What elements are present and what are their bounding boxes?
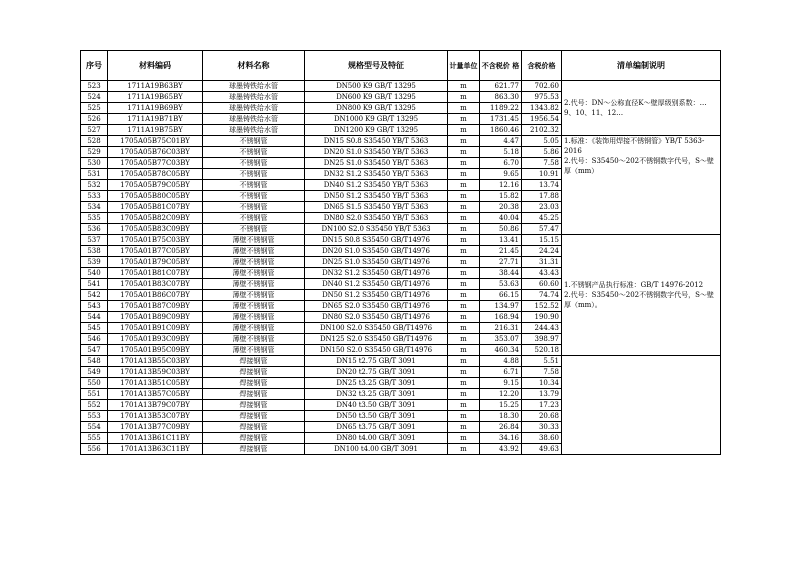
row-unit: m — [448, 389, 480, 400]
row-name: 薄壁不锈钢管 — [203, 279, 305, 290]
row-name: 不锈钢管 — [203, 191, 305, 202]
row-spec: DN800 K9 GB/T 13295 — [305, 103, 448, 114]
row-seq: 550 — [81, 378, 108, 389]
row-price-ex-tax: 1860.46 — [480, 125, 522, 136]
row-spec: DN1000 K9 GB/T 13295 — [305, 114, 448, 125]
row-unit: m — [448, 345, 480, 356]
row-price-ex-tax: 460.34 — [480, 345, 522, 356]
row-unit: m — [448, 378, 480, 389]
row-price-inc-tax: 15.15 — [522, 235, 562, 246]
row-seq: 554 — [81, 422, 108, 433]
row-spec: DN40 S1.2 S35450 YB/T 5363 — [305, 180, 448, 191]
row-name: 焊接钢管 — [203, 367, 305, 378]
row-price-inc-tax: 43.43 — [522, 268, 562, 279]
row-price-inc-tax: 13.79 — [522, 389, 562, 400]
row-name: 不锈钢管 — [203, 158, 305, 169]
row-spec: DN50 S1.2 S35450 GB/T14976 — [305, 290, 448, 301]
row-seq: 536 — [81, 224, 108, 235]
row-spec: DN65 t3.75 GB/T 3091 — [305, 422, 448, 433]
table-row — [81, 136, 721, 147]
row-price-ex-tax: 168.94 — [480, 312, 522, 323]
row-code: 1705A05B75C01BY — [108, 136, 203, 147]
row-unit: m — [448, 301, 480, 312]
header-unit: 计量单位 — [448, 51, 480, 81]
row-unit: m — [448, 367, 480, 378]
row-price-inc-tax: 520.18 — [522, 345, 562, 356]
row-price-ex-tax: 43.92 — [480, 444, 522, 455]
row-price-ex-tax: 4.88 — [480, 356, 522, 367]
row-name: 焊接钢管 — [203, 389, 305, 400]
row-price-inc-tax: 975.53 — [522, 92, 562, 103]
row-price-inc-tax: 5.05 — [522, 136, 562, 147]
row-name: 薄壁不锈钢管 — [203, 301, 305, 312]
row-seq: 538 — [81, 246, 108, 257]
row-code: 1705A05B80C05BY — [108, 191, 203, 202]
row-spec: DN15 t2.75 GB/T 3091 — [305, 356, 448, 367]
row-spec: DN150 S2.0 S35450 GB/T14976 — [305, 345, 448, 356]
row-code: 1705A01B75C03BY — [108, 235, 203, 246]
row-code: 1701A13B55C03BY — [108, 356, 203, 367]
row-price-inc-tax: 17.88 — [522, 191, 562, 202]
row-name: 球墨铸铁给水管 — [203, 114, 305, 125]
row-code: 1701A13B61C11BY — [108, 433, 203, 444]
row-code: 1705A05B82C09BY — [108, 213, 203, 224]
row-price-ex-tax: 66.15 — [480, 290, 522, 301]
row-seq: 539 — [81, 257, 108, 268]
row-name: 焊接钢管 — [203, 433, 305, 444]
header-price-inc-tax: 含税价格 — [522, 51, 562, 81]
row-price-ex-tax: 15.25 — [480, 400, 522, 411]
row-spec: DN65 S2.0 S35450 GB/T14976 — [305, 301, 448, 312]
row-seq: 546 — [81, 334, 108, 345]
row-price-inc-tax: 244.43 — [522, 323, 562, 334]
row-price-inc-tax: 7.58 — [522, 367, 562, 378]
row-unit: m — [448, 103, 480, 114]
row-name: 不锈钢管 — [203, 169, 305, 180]
header-code: 材料编码 — [108, 51, 203, 81]
row-price-inc-tax: 1956.54 — [522, 114, 562, 125]
row-price-ex-tax: 15.82 — [480, 191, 522, 202]
row-seq: 537 — [81, 235, 108, 246]
row-code: 1711A19B75BY — [108, 125, 203, 136]
row-spec: DN100 S2.0 S35450 GB/T14976 — [305, 323, 448, 334]
row-spec: DN80 t4.00 GB/T 3091 — [305, 433, 448, 444]
row-unit: m — [448, 411, 480, 422]
row-note — [562, 356, 721, 455]
row-price-inc-tax: 10.91 — [522, 169, 562, 180]
row-code: 1701A13B79C07BY — [108, 400, 203, 411]
row-seq: 547 — [81, 345, 108, 356]
row-price-ex-tax: 216.31 — [480, 323, 522, 334]
row-price-inc-tax: 5.51 — [522, 356, 562, 367]
row-seq: 545 — [81, 323, 108, 334]
row-spec: DN25 t3.25 GB/T 3091 — [305, 378, 448, 389]
row-price-inc-tax: 702.60 — [522, 81, 562, 92]
row-spec: DN15 S0.8 S35450 YB/T 5363 — [305, 136, 448, 147]
row-code: 1701A13B57C05BY — [108, 389, 203, 400]
row-name: 不锈钢管 — [203, 136, 305, 147]
row-price-ex-tax: 38.44 — [480, 268, 522, 279]
row-name: 焊接钢管 — [203, 400, 305, 411]
header-name: 材料名称 — [203, 51, 305, 81]
row-spec: DN600 K9 GB/T 13295 — [305, 92, 448, 103]
row-price-inc-tax: 24.24 — [522, 246, 562, 257]
row-code: 1705A05B78C05BY — [108, 169, 203, 180]
row-code: 1705A01B83C07BY — [108, 279, 203, 290]
row-name: 不锈钢管 — [203, 147, 305, 158]
row-seq: 525 — [81, 103, 108, 114]
row-unit: m — [448, 312, 480, 323]
row-code: 1705A01B95C09BY — [108, 345, 203, 356]
row-spec: DN50 S1.2 S35450 YB/T 5363 — [305, 191, 448, 202]
row-price-inc-tax: 10.34 — [522, 378, 562, 389]
row-price-ex-tax: 34.16 — [480, 433, 522, 444]
row-name: 薄壁不锈钢管 — [203, 334, 305, 345]
row-price-ex-tax: 863.30 — [480, 92, 522, 103]
row-price-inc-tax: 20.68 — [522, 411, 562, 422]
row-name: 薄壁不锈钢管 — [203, 257, 305, 268]
row-name: 焊接钢管 — [203, 422, 305, 433]
row-name: 球墨铸铁给水管 — [203, 103, 305, 114]
row-spec: DN40 t3.50 GB/T 3091 — [305, 400, 448, 411]
row-price-inc-tax: 1343.82 — [522, 103, 562, 114]
row-name: 焊接钢管 — [203, 411, 305, 422]
table-row — [81, 235, 721, 246]
row-unit: m — [448, 224, 480, 235]
row-code: 1705A01B89C09BY — [108, 312, 203, 323]
row-price-inc-tax: 38.60 — [522, 433, 562, 444]
row-seq: 540 — [81, 268, 108, 279]
header-seq: 序号 — [81, 51, 108, 81]
row-price-ex-tax: 9.65 — [480, 169, 522, 180]
row-code: 1701A13B63C11BY — [108, 444, 203, 455]
row-name: 球墨铸铁给水管 — [203, 81, 305, 92]
row-name: 薄壁不锈钢管 — [203, 290, 305, 301]
row-price-ex-tax: 18.30 — [480, 411, 522, 422]
row-price-inc-tax: 152.52 — [522, 301, 562, 312]
table-row — [81, 81, 721, 92]
row-price-inc-tax: 2102.32 — [522, 125, 562, 136]
row-spec: DN20 S1.0 S35450 YB/T 5363 — [305, 147, 448, 158]
row-code: 1711A19B69BY — [108, 103, 203, 114]
row-name: 薄壁不锈钢管 — [203, 235, 305, 246]
row-seq: 528 — [81, 136, 108, 147]
table-row — [81, 356, 721, 367]
row-seq: 543 — [81, 301, 108, 312]
row-unit: m — [448, 433, 480, 444]
row-code: 1705A01B81C07BY — [108, 268, 203, 279]
row-code: 1705A01B77C05BY — [108, 246, 203, 257]
row-name: 薄壁不锈钢管 — [203, 312, 305, 323]
row-name: 不锈钢管 — [203, 180, 305, 191]
row-price-ex-tax: 50.86 — [480, 224, 522, 235]
row-unit: m — [448, 191, 480, 202]
row-price-ex-tax: 1731.45 — [480, 114, 522, 125]
row-unit: m — [448, 169, 480, 180]
row-code: 1711A19B63BY — [108, 81, 203, 92]
row-seq: 551 — [81, 389, 108, 400]
row-unit: m — [448, 202, 480, 213]
row-seq: 530 — [81, 158, 108, 169]
row-seq: 555 — [81, 433, 108, 444]
row-note: 2.代号：DN～公称直径K～壁厚级别系数：…9、10、11、12… — [562, 81, 721, 136]
row-unit: m — [448, 81, 480, 92]
row-price-inc-tax: 45.25 — [522, 213, 562, 224]
row-price-inc-tax: 60.60 — [522, 279, 562, 290]
header-price-ex-tax: 不含税价 格 — [480, 51, 522, 81]
row-price-inc-tax: 31.31 — [522, 257, 562, 268]
row-spec: DN32 t3.25 GB/T 3091 — [305, 389, 448, 400]
header-note: 清单编制说明 — [562, 51, 721, 81]
row-spec: DN20 S1.0 S35450 GB/T14976 — [305, 246, 448, 257]
row-spec: DN25 S1.0 S35450 GB/T14976 — [305, 257, 448, 268]
row-unit: m — [448, 444, 480, 455]
row-unit: m — [448, 235, 480, 246]
row-code: 1705A01B79C05BY — [108, 257, 203, 268]
row-price-ex-tax: 20.38 — [480, 202, 522, 213]
row-price-ex-tax: 6.70 — [480, 158, 522, 169]
row-spec: DN80 S2.0 S35450 YB/T 5363 — [305, 213, 448, 224]
row-price-inc-tax: 57.47 — [522, 224, 562, 235]
row-unit: m — [448, 180, 480, 191]
header-spec: 规格型号及特征 — [305, 51, 448, 81]
row-code: 1701A13B51C05BY — [108, 378, 203, 389]
row-price-inc-tax: 13.74 — [522, 180, 562, 191]
row-price-ex-tax: 13.41 — [480, 235, 522, 246]
row-price-inc-tax: 190.90 — [522, 312, 562, 323]
row-price-ex-tax: 21.45 — [480, 246, 522, 257]
row-price-inc-tax: 23.03 — [522, 202, 562, 213]
row-price-inc-tax: 74.74 — [522, 290, 562, 301]
row-name: 球墨铸铁给水管 — [203, 125, 305, 136]
row-seq: 542 — [81, 290, 108, 301]
row-code: 1711A19B65BY — [108, 92, 203, 103]
row-spec: DN50 t3.50 GB/T 3091 — [305, 411, 448, 422]
row-seq: 549 — [81, 367, 108, 378]
row-code: 1705A05B77C03BY — [108, 158, 203, 169]
row-price-ex-tax: 12.20 — [480, 389, 522, 400]
row-name: 薄壁不锈钢管 — [203, 246, 305, 257]
row-price-ex-tax: 4.47 — [480, 136, 522, 147]
row-price-ex-tax: 12.16 — [480, 180, 522, 191]
row-name: 焊接钢管 — [203, 356, 305, 367]
row-spec: DN65 S1.5 S35450 YB/T 5363 — [305, 202, 448, 213]
row-unit: m — [448, 356, 480, 367]
row-code: 1705A01B86C07BY — [108, 290, 203, 301]
table-body — [81, 81, 721, 455]
row-seq: 534 — [81, 202, 108, 213]
row-note: 1.标准：《装饰用焊接不锈钢管》YB/T 5363-2016 2.代号：S35450～202不锈钢数字代号，S～壁厚（mm） — [562, 136, 721, 235]
row-seq: 553 — [81, 411, 108, 422]
row-price-ex-tax: 26.84 — [480, 422, 522, 433]
row-unit: m — [448, 400, 480, 411]
row-code: 1705A05B83C09BY — [108, 224, 203, 235]
row-seq: 524 — [81, 92, 108, 103]
row-seq: 523 — [81, 81, 108, 92]
row-spec: DN100 t4.00 GB/T 3091 — [305, 444, 448, 455]
row-spec: DN20 t2.75 GB/T 3091 — [305, 367, 448, 378]
row-code: 1705A01B91C09BY — [108, 323, 203, 334]
price-list-table — [80, 50, 721, 455]
row-name: 焊接钢管 — [203, 444, 305, 455]
row-price-inc-tax: 30.33 — [522, 422, 562, 433]
row-seq: 533 — [81, 191, 108, 202]
row-name: 焊接钢管 — [203, 378, 305, 389]
row-spec: DN1200 K9 GB/T 13295 — [305, 125, 448, 136]
row-unit: m — [448, 279, 480, 290]
row-price-ex-tax: 1189.22 — [480, 103, 522, 114]
row-seq: 527 — [81, 125, 108, 136]
row-spec: DN32 S1.2 S35450 GB/T14976 — [305, 268, 448, 279]
row-unit: m — [448, 92, 480, 103]
row-code: 1701A13B77C09BY — [108, 422, 203, 433]
row-unit: m — [448, 290, 480, 301]
row-seq: 526 — [81, 114, 108, 125]
row-name: 不锈钢管 — [203, 202, 305, 213]
row-name: 不锈钢管 — [203, 213, 305, 224]
row-seq: 548 — [81, 356, 108, 367]
row-spec: DN125 S2.0 S35450 GB/T14976 — [305, 334, 448, 345]
row-seq: 556 — [81, 444, 108, 455]
row-unit: m — [448, 257, 480, 268]
row-price-ex-tax: 5.18 — [480, 147, 522, 158]
row-code: 1701A13B53C07BY — [108, 411, 203, 422]
row-name: 薄壁不锈钢管 — [203, 268, 305, 279]
row-price-ex-tax: 40.04 — [480, 213, 522, 224]
row-spec: DN500 K9 GB/T 13295 — [305, 81, 448, 92]
row-code: 1705A01B93C09BY — [108, 334, 203, 345]
row-unit: m — [448, 147, 480, 158]
row-code: 1705A05B81C07BY — [108, 202, 203, 213]
row-price-inc-tax: 17.23 — [522, 400, 562, 411]
row-price-ex-tax: 353.07 — [480, 334, 522, 345]
row-code: 1701A13B59C03BY — [108, 367, 203, 378]
row-seq: 529 — [81, 147, 108, 158]
row-seq: 532 — [81, 180, 108, 191]
row-code: 1705A01B87C09BY — [108, 301, 203, 312]
row-spec: DN32 S1.2 S35450 YB/T 5363 — [305, 169, 448, 180]
row-price-ex-tax: 621.77 — [480, 81, 522, 92]
row-price-ex-tax: 27.71 — [480, 257, 522, 268]
row-seq: 535 — [81, 213, 108, 224]
row-unit: m — [448, 125, 480, 136]
row-code: 1705A05B79C05BY — [108, 180, 203, 191]
row-price-inc-tax: 49.63 — [522, 444, 562, 455]
row-spec: DN25 S1.0 S35450 YB/T 5363 — [305, 158, 448, 169]
row-price-inc-tax: 398.97 — [522, 334, 562, 345]
row-price-inc-tax: 7.58 — [522, 158, 562, 169]
row-price-inc-tax: 5.86 — [522, 147, 562, 158]
row-unit: m — [448, 268, 480, 279]
row-unit: m — [448, 422, 480, 433]
row-note: 1.不锈钢产品执行标准：GB/T 14976-2012 2.代号：S35450～202不锈钢数字代号，S～壁厚（mm）。 — [562, 235, 721, 356]
row-seq: 552 — [81, 400, 108, 411]
row-spec: DN15 S0.8 S35450 GB/T14976 — [305, 235, 448, 246]
row-name: 薄壁不锈钢管 — [203, 323, 305, 334]
row-unit: m — [448, 136, 480, 147]
row-code: 1711A19B71BY — [108, 114, 203, 125]
row-name: 球墨铸铁给水管 — [203, 92, 305, 103]
row-spec: DN40 S1.2 S35450 GB/T14976 — [305, 279, 448, 290]
row-name: 不锈钢管 — [203, 224, 305, 235]
row-seq: 541 — [81, 279, 108, 290]
row-price-ex-tax: 9.15 — [480, 378, 522, 389]
row-price-ex-tax: 6.71 — [480, 367, 522, 378]
row-unit: m — [448, 213, 480, 224]
row-spec: DN100 S2.0 S35450 YB/T 5363 — [305, 224, 448, 235]
row-code: 1705A05B76C03BY — [108, 147, 203, 158]
row-unit: m — [448, 246, 480, 257]
row-seq: 531 — [81, 169, 108, 180]
row-unit: m — [448, 114, 480, 125]
row-seq: 544 — [81, 312, 108, 323]
row-price-ex-tax: 134.97 — [480, 301, 522, 312]
header-row — [81, 51, 721, 81]
row-unit: m — [448, 323, 480, 334]
row-price-ex-tax: 53.63 — [480, 279, 522, 290]
row-unit: m — [448, 334, 480, 345]
row-spec: DN80 S2.0 S35450 GB/T14976 — [305, 312, 448, 323]
row-unit: m — [448, 158, 480, 169]
row-name: 薄壁不锈钢管 — [203, 345, 305, 356]
